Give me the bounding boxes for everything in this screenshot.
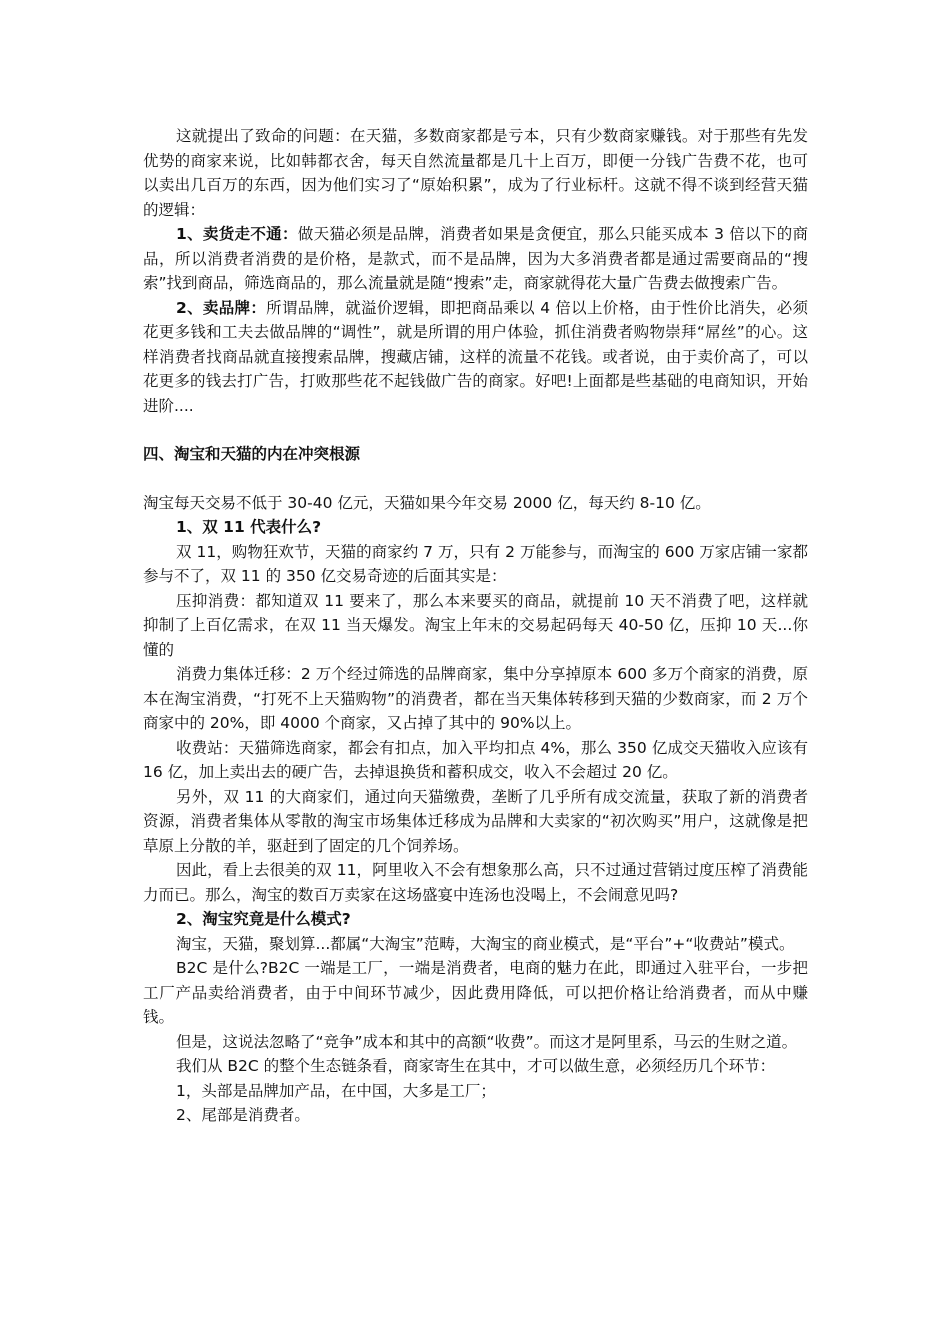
document-page <box>143 124 808 1128</box>
paragraph: 双 11，购物狂欢节，天猫的商家约 7 万，只有 2 万能参与，而淘宝的 600 万家店铺一家都参与不了，双 11 的 350 亿交易奇迹的后面其实是： <box>143 542 808 585</box>
section-heading: 四、淘宝和天猫的内在冲突根源 <box>143 445 361 463</box>
paragraph: 我们从 B2C 的整个生态链条看，商家寄生在其中，才可以做生意，必须经历几个环节： <box>176 1057 776 1075</box>
intro-paragraph: 这就提出了致命的问题：在天猫，多数商家都是亏本，只有少数商家赚钱。对于那些有先发优势的商家来说，比如韩都衣舍，每天自然流量都是几十上百万，即便一分钱广告费不花，也可以卖出几百万的东西，因为他们实习了“原始积累”，成为了行业标杆。这就不得不谈到经营天猫的逻辑： <box>143 127 808 219</box>
paragraph: 消费力集体迁移：2 万个经过筛选的品牌商家，集中分享掉原本 600 多万个商家的消费，原本在淘宝消费，“打死不上天猫购物”的消费者，都在当天集体转移到天猫的少数商家，而 2 万个商家中的 20%，即 4000 个商家，又占掉了其中的 90%以上。 <box>143 665 808 732</box>
paragraph: 压抑消费：都知道双 11 要来了，那么本来要买的商品，就提前 10 天不消费了吧，这样就抑制了上百亿需求，在双 11 当天爆发。淘宝上年末的交易起码每天 40-50 亿，压抑 10 天...你懂的 <box>143 591 808 659</box>
paragraph: 淘宝，天猫，聚划算...都属“大淘宝”范畴，大淘宝的商业模式，是“平台”+“收费站”模式。 <box>176 934 795 953</box>
subheading-taobao-model: 2、淘宝究竟是什么模式? <box>176 910 351 928</box>
section-lead: 淘宝每天交易不低于 30-40 亿元，天猫如果今年交易 2000 亿，每天约 8-10 亿。 <box>143 493 711 512</box>
list-item: 1，头部是品牌加产品，在中国，大多是工厂； <box>176 1081 496 1100</box>
point-text: 做天猫必须是品牌，消费者如果是贪便宜，那么只能买成本 3 倍以下的商品，所以消费者消费的是价格，是款式，而不是品牌，因为大多消费者都是通过需要商品的“搜索”找到商品，筛选商品的，那么流量就是随“搜索”走，商家就得花大量广告费去做搜索广告。 <box>143 225 809 292</box>
paragraph: B2C 是什么?B2C 一端是工厂，一端是消费者，电商的魅力在此，即通过入驻平台，一步把工厂产品卖给消费者，由于中间环节减少，因此费用降低，可以把价格让给消费者，而从中赚钱。 <box>143 959 808 1026</box>
point-text: 所谓品牌，就溢价逻辑，即把商品乘以 4 倍以上价格，由于性价比消失，必须花更多钱和工夫去做品牌的“调性”，就是所谓的用户体验，抓住消费者购物崇拜“屌丝”的心。这样消费者找商品就直接搜索品牌，搜藏店铺，这样的流量不花钱。或者说，由于卖价高了，可以花更多的钱去打广告，打败那些花不起钱做广告的商家。好吧!上面都是些基础的电商知识，开始进阶.... <box>143 298 809 415</box>
paragraph: 另外，双 11 的大商家们，通过向天猫缴费，垄断了几乎所有成交流量，获取了新的消费者资源，消费者集体从零散的淘宝市场集体迁移成为品牌和大卖家的“初次购买”用户，这就像是把草原上分散的羊，驱赶到了固定的几个饲养场。 <box>143 787 808 855</box>
point-label: 2、卖品牌： <box>176 298 267 317</box>
point-sell-brand <box>143 296 808 419</box>
paragraph: 因此，看上去很美的双 11，阿里收入不会有想象那么高，只不过通过营销过度压榨了消费能力而已。那么，淘宝的数百万卖家在这场盛宴中连汤也没喝上，不会闹意见吗? <box>143 861 808 904</box>
point-label: 1、卖货走不通： <box>176 225 298 243</box>
paragraph: 但是，这说法忽略了“竞争”成本和其中的高额“收费”。而这才是阿里系，马云的生财之道。 <box>176 1032 798 1051</box>
paragraph: 收费站：天猫筛选商家，都会有扣点，加入平均扣点 4%，那么 350 亿成交天猫收入应该有 16 亿，加上卖出去的硬广告，去掉退换货和蓄积成交，收入不会超过 20 亿。 <box>143 738 808 781</box>
list-item: 2、尾部是消费者。 <box>176 1106 310 1124</box>
subheading-double11: 1、双 11 代表什么? <box>176 518 322 536</box>
point-sell-goods <box>143 222 808 296</box>
